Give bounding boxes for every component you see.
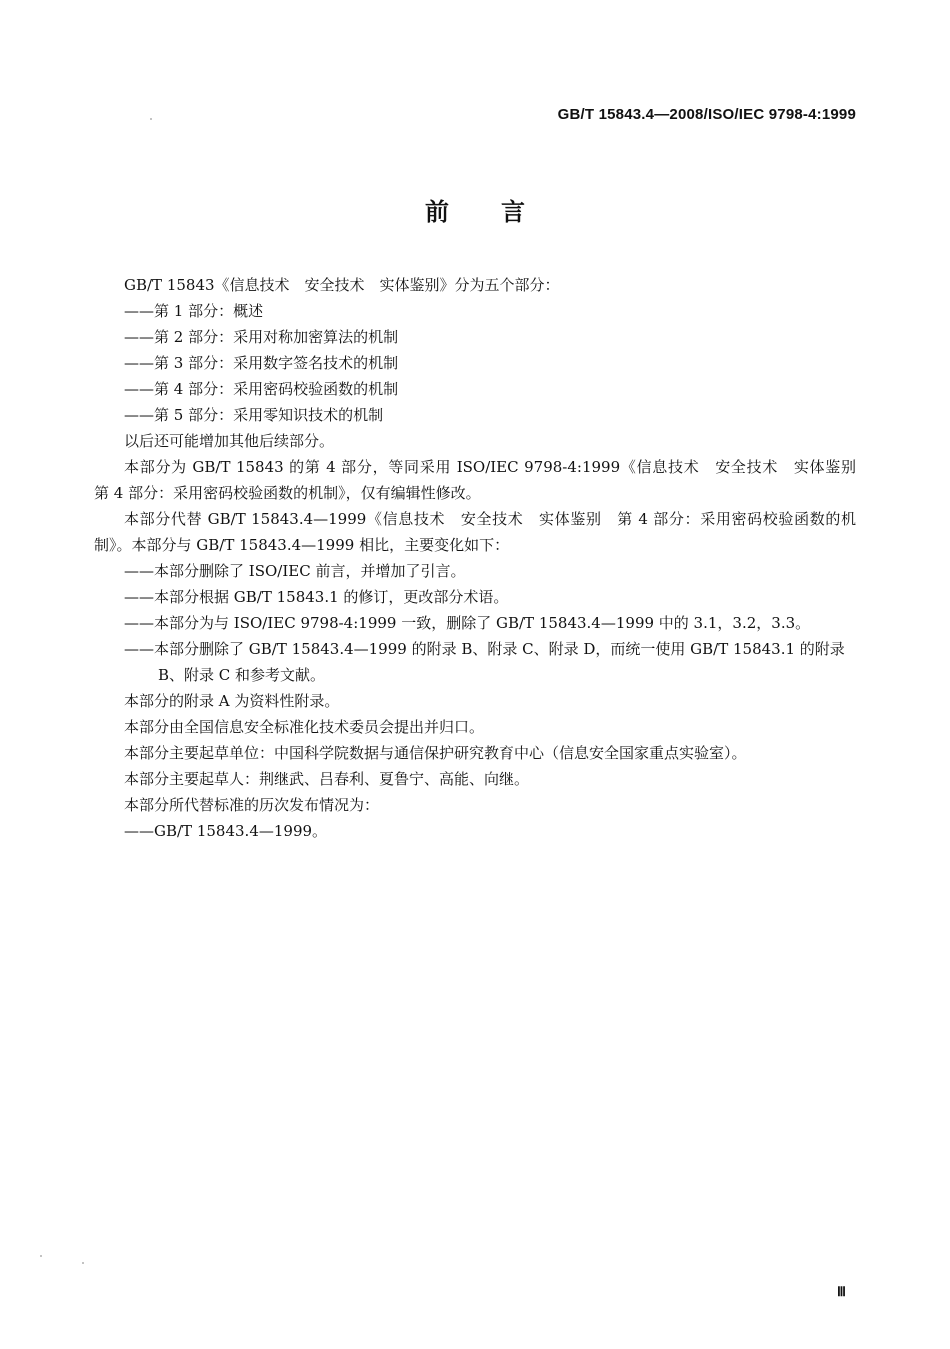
paragraph-drafting-units: 本部分主要起草单位：中国科学院数据与通信保护研究教育中心（信息安全国家重点实验室）。 bbox=[124, 744, 747, 762]
paragraph-replacement: 本部分代替 GB/T 15843.4—1999《信息技术 安全技术 实体鉴别 第 4 部分：采用密码校验函数的机制》。本部分与 GB/T 15843.4—1999 相比，主要变化如下： bbox=[94, 510, 856, 554]
scan-speck bbox=[150, 118, 152, 120]
list-item-change-1: ——本部分删除了 ISO/IEC 前言，并增加了引言。 bbox=[124, 562, 466, 580]
list-item-part-5: ——第 5 部分：采用零知识技术的机制 bbox=[124, 406, 384, 424]
list-item-change-3: ——本部分为与 ISO/IEC 9798-4:1999 一致，删除了 GB/T 15843.4—1999 中的 3.1，3.2，3.3。 bbox=[124, 614, 811, 632]
paragraph-history-intro: 本部分所代替标准的历次发布情况为： bbox=[124, 796, 380, 814]
list-item-change-2: ——本部分根据 GB/T 15843.1 的修订，更改部分术语。 bbox=[124, 588, 509, 606]
list-item-part-2: ——第 2 部分：采用对称加密算法的机制 bbox=[124, 328, 399, 346]
scan-speck bbox=[82, 1262, 84, 1264]
scan-speck bbox=[40, 1255, 42, 1257]
paragraph-equivalence: 本部分为 GB/T 15843 的第 4 部分，等同采用 ISO/IEC 9798-4:1999《信息技术 安全技术 实体鉴别 第 4 部分：采用密码校验函数的机制》，仅有编辑性修改。 bbox=[94, 458, 872, 502]
page-title: 前言 bbox=[425, 198, 577, 226]
page-number: Ⅲ bbox=[837, 1284, 846, 1299]
list-item-part-4: ——第 4 部分：采用密码校验函数的机制 bbox=[124, 380, 399, 398]
paragraph-drafters: 本部分主要起草人：荆继武、吕春利、夏鲁宁、高能、向继。 bbox=[124, 770, 530, 788]
paragraph-future-parts: 以后还可能增加其他后续部分。 bbox=[124, 432, 335, 450]
list-item-part-3: ——第 3 部分：采用数字签名技术的机制 bbox=[124, 354, 399, 372]
paragraph-parts-intro: GB/T 15843《信息技术 安全技术 实体鉴别》分为五个部分： bbox=[124, 276, 560, 294]
standard-number-header: GB/T 15843.4—2008/ISO/IEC 9798-4:1999 bbox=[557, 106, 856, 123]
paragraph-appendix: 本部分的附录 A 为资料性附录。 bbox=[124, 692, 340, 710]
list-item-change-4: ——本部分删除了 GB/T 15843.4—1999 的附录 B、附录 C、附录 D，而统一使用 GB/T 15843.1 的附录 B、附录 C 和参考文献。 bbox=[124, 640, 845, 684]
foreword-body bbox=[94, 272, 872, 844]
list-item-part-1: ——第 1 部分：概述 bbox=[124, 302, 264, 320]
paragraph-proposer: 本部分由全国信息安全标准化技术委员会提出并归口。 bbox=[124, 718, 485, 736]
list-item-history: ——GB/T 15843.4—1999。 bbox=[124, 822, 328, 840]
